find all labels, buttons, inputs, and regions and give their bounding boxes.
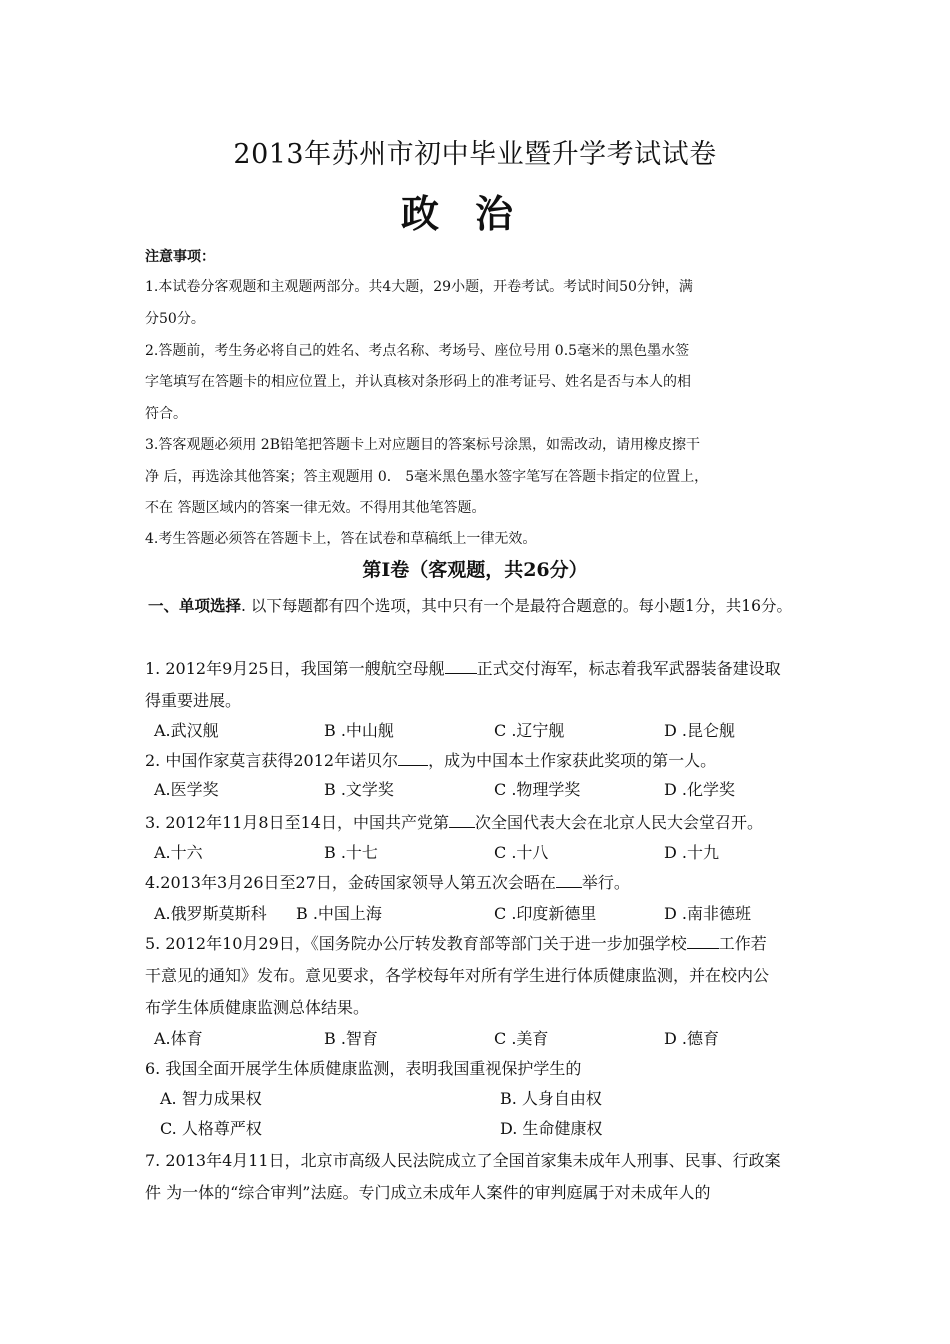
note-line: 不在 答题区域内的答案一律无效。不得用其他笔答题。: [145, 500, 486, 516]
question-text: 1. 2012年9月25日，我国第一艘航空母舰: [145, 659, 445, 678]
answer-blank: [556, 871, 582, 888]
option-c: C .十八: [494, 843, 549, 862]
note-line: 分50分。: [145, 311, 205, 327]
question-text: 次全国代表大会在北京人民大会堂召开。: [474, 813, 763, 832]
question-text: 干意见的通知》发布。意见要求，各学校每年对所有学生进行体质健康监测，并在校内公: [145, 966, 770, 985]
question-text: 举行。: [581, 873, 630, 892]
option-d: D .化学奖: [664, 780, 736, 799]
question-1: [145, 656, 781, 679]
note-line: 符合。: [145, 406, 187, 422]
option-d: D .昆仑舰: [664, 721, 736, 740]
question-text: 3. 2012年11月8日至14日，中国共产党第: [145, 813, 449, 832]
option-d: D .德育: [664, 1029, 720, 1048]
note-line: 3.答客观题必须用 2B铅笔把答题卡上对应题目的答案标号涂黑，如需改动，请用橡皮擦干: [145, 437, 701, 453]
question-7: 7. 2013年4月11日，北京市高级人民法院成立了全国首家集未成年人刑事、民事、行政案: [145, 1151, 781, 1170]
note-line: 2.答题前，考生务必将自己的姓名、考点名称、考场号、座位号用 0.5毫米的黑色墨水签: [145, 343, 690, 359]
answer-blank: [449, 811, 475, 828]
question-text: 工作若: [718, 934, 767, 953]
note-line: 净 后，再选涂其他答案；答主观题用 0． 5毫米黑色墨水签字笔写在答题卡指定的位置上，: [145, 469, 709, 485]
option-b: B. 人身自由权: [500, 1089, 602, 1108]
option-c: C. 人格尊严权: [160, 1119, 262, 1138]
question-text: 件 为一体的“综合审判”法庭。专门成立未成年人案件的审判庭属于对未成年人的: [145, 1183, 711, 1202]
option-c: C .物理学奖: [494, 780, 581, 799]
option-b: B .中国上海: [296, 904, 382, 923]
note-line: 字笔填写在答题卡的相应位置上，并认真核对条形码上的准考证号、姓名是否与本人的相: [145, 374, 691, 390]
question-text: ，成为中国本土作家获此奖项的第一人。: [428, 751, 717, 770]
question-5: [145, 931, 767, 954]
option-c: C .印度新德里: [494, 904, 597, 923]
question-text: 得重要进展。: [145, 691, 242, 710]
part-instruction: . 以下每题都有四个选项，其中只有一个是最符合题意的。每小题1分，共16分。: [241, 597, 792, 615]
question-text: 4.2013年3月26日至27日，金砖国家领导人第五次会晤在: [145, 873, 556, 892]
option-b: B .十七: [324, 843, 378, 862]
option-a: A.武汉舰: [154, 721, 219, 740]
question-text: 正式交付海军，标志着我军武器装备建设取: [476, 659, 781, 678]
option-d: D .十九: [664, 843, 720, 862]
option-c: C .辽宁舰: [494, 721, 565, 740]
notes-heading: 注意事项：: [145, 249, 215, 265]
option-c: C .美育: [494, 1029, 549, 1048]
answer-blank: [398, 749, 428, 766]
option-b: B .智育: [324, 1029, 378, 1048]
answer-blank: [445, 657, 477, 674]
option-a: A.十六: [154, 843, 203, 862]
question-6: 6. 我国全面开展学生体质健康监测，表明我国重视保护学生的: [145, 1059, 582, 1078]
option-a: A.体育: [154, 1029, 203, 1048]
option-b: B .文学奖: [324, 780, 394, 799]
option-d: D. 生命健康权: [500, 1119, 603, 1138]
question-text: 5. 2012年10月29日，《国务院办公厅转发教育部等部门关于进一步加强学校: [145, 934, 687, 953]
question-2: [145, 748, 716, 771]
section-title: 第I卷（客观题，共26分）: [362, 559, 588, 581]
question-3: [145, 810, 763, 833]
option-a: A.医学奖: [154, 780, 219, 799]
question-text: 2. 中国作家莫言获得2012年诺贝尔: [145, 751, 399, 770]
question-text: 布学生体质健康监测总体结果。: [145, 998, 370, 1017]
part-label: 一、单项选择: [148, 596, 242, 615]
option-a: A.俄罗斯莫斯科: [154, 904, 267, 923]
exam-title: 2013年苏州市初中毕业暨升学考试试卷: [233, 139, 717, 170]
subject-title: 政治: [400, 191, 549, 236]
note-line: 1.本试卷分客观题和主观题两部分。共4大题，29小题，开卷考试。考试时间50分钟，满: [145, 279, 693, 295]
option-b: B .中山舰: [324, 721, 394, 740]
option-a: A. 智力成果权: [160, 1089, 262, 1108]
part-heading: [148, 594, 792, 616]
note-line: 4.考生答题必须答在答题卡上，答在试卷和草稿纸上一律无效。: [145, 531, 537, 547]
answer-blank: [687, 932, 719, 949]
question-4: [145, 870, 630, 893]
option-d: D .南非德班: [664, 904, 752, 923]
